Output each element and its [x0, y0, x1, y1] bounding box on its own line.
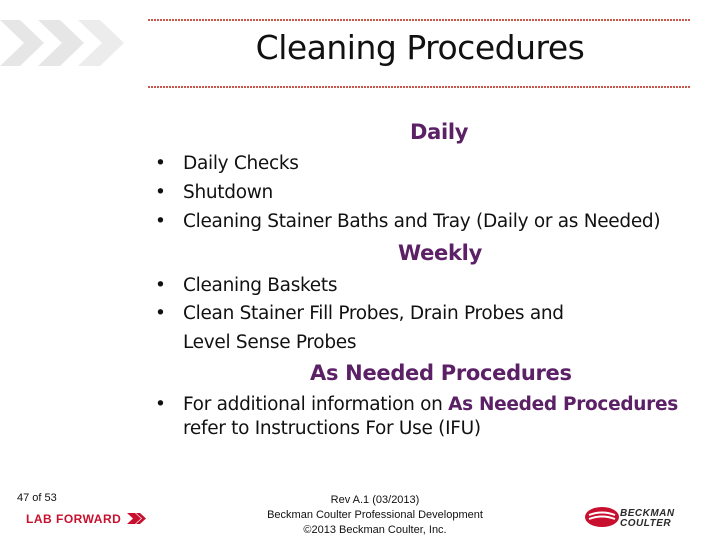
- page-title: Cleaning Procedures: [255, 28, 585, 67]
- copyright: ©2013 Beckman Coulter, Inc.: [303, 524, 447, 536]
- chevron-decoration-icon: [0, 0, 150, 85]
- item-highlight: As Needed Procedures: [448, 394, 678, 415]
- organization: Beckman Coulter Professional Development: [267, 509, 483, 521]
- bullet-icon: •: [155, 153, 166, 174]
- top-divider: [148, 19, 691, 21]
- bullet-icon: •: [155, 303, 166, 324]
- title-divider: [148, 86, 691, 88]
- page-number: 47 of 53: [17, 492, 57, 504]
- bullet-icon: •: [155, 394, 166, 415]
- section-heading-daily: Daily: [410, 120, 469, 144]
- footer-credits: [240, 493, 510, 538]
- lab-forward-logo: LAB FORWARD: [26, 512, 147, 526]
- item-text: For additional information on: [183, 394, 449, 415]
- bullet-icon: •: [155, 211, 166, 232]
- section-heading-weekly: Weekly: [398, 241, 482, 265]
- beckman-coulter-wordmark: BECKMAN COULTER: [620, 508, 675, 529]
- forward-arrow-icon: [127, 513, 147, 524]
- revision: Rev A.1 (03/2013): [330, 494, 420, 506]
- bullet-icon: •: [155, 275, 166, 296]
- beckman-coulter-logo-icon: [584, 506, 620, 528]
- section-heading-as-needed: As Needed Procedures: [310, 361, 572, 385]
- bullet-icon: •: [155, 182, 166, 203]
